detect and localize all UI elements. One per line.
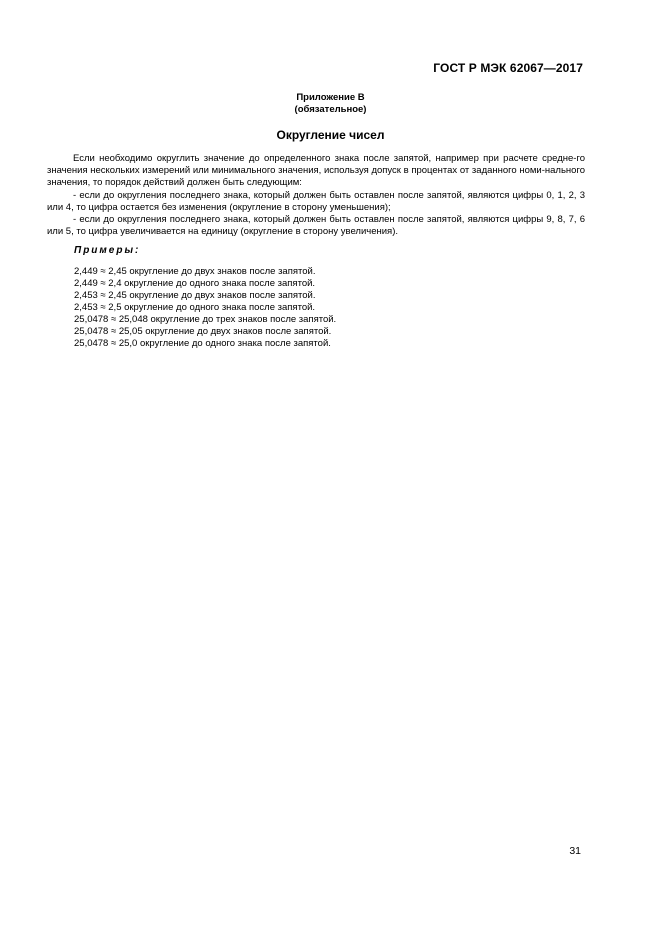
page-number: 31 [569, 845, 581, 857]
example-item: 25,0478 ≈ 25,05 округление до двух знаков после запятой. [74, 325, 332, 337]
example-item: 2,449 ≈ 2,45 округление до двух знаков после запятой. [74, 265, 316, 277]
example-item: 25,0478 ≈ 25,048 округление до трех знаков после запятой. [74, 313, 337, 325]
example-item: 2,453 ≈ 2,45 округление до двух знаков после запятой. [74, 289, 316, 301]
annex-title: Округление чисел [276, 128, 385, 142]
document-standard-number: ГОСТ Р МЭК 62067—2017 [433, 61, 583, 75]
rounding-down-rule: - если до округления последнего знака, который должен быть оставлен после запятой, являются цифры 0, 1, 2, 3 или 4, то цифра остается без изменения (округление в сторону уменьшения); [47, 189, 585, 213]
rounding-up-rule: - если до округления последнего знака, который должен быть оставлен после запятой, являются цифры 9, 8, 7, 6 или 5, то цифра увеличивается на единицу (округление в сторону увеличения). [47, 214, 585, 238]
example-item: 2,449 ≈ 2,4 округление до одного знака после запятой. [74, 277, 316, 289]
examples-list [74, 266, 585, 350]
annex-heading [0, 92, 661, 116]
examples-heading: Примеры: [74, 245, 141, 257]
intro-paragraph: Если необходимо округлить значение до определенного знака после запятой, например при расчете средне-го значения нескольких измерений или минимального значения, используя допуск в процентах от заданного номи-нального значения, то порядок действий должен быть следующим: [47, 153, 585, 189]
annex-body [47, 153, 585, 350]
annex-status: (обязательное) [294, 104, 367, 115]
example-item: 2,453 ≈ 2,5 округление до одного знака после запятой. [74, 301, 316, 313]
annex-label: Приложение В [296, 92, 365, 103]
example-item: 25,0478 ≈ 25,0 округление до одного знака после запятой. [74, 337, 331, 349]
